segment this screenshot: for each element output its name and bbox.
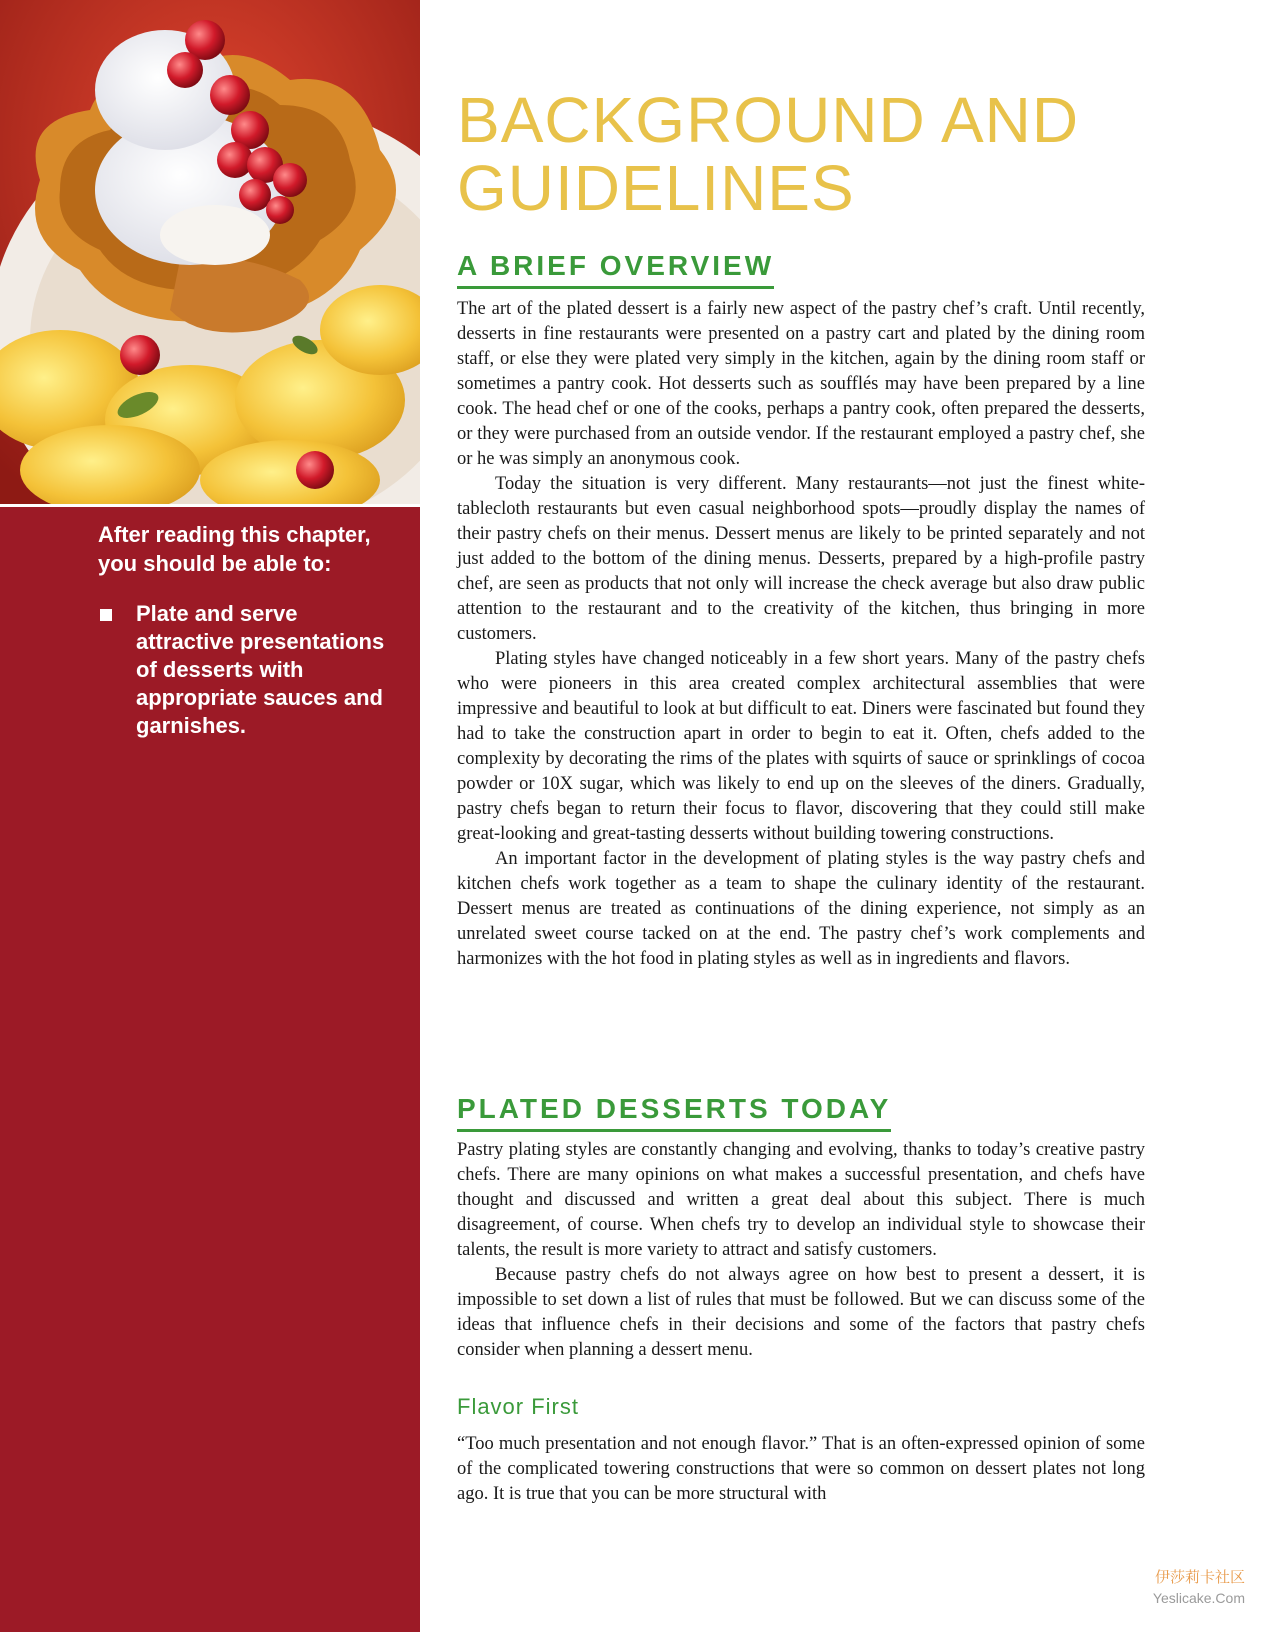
chapter-title: BACKGROUND AND GUIDELINES	[457, 84, 1080, 224]
flavor-first-body	[457, 1432, 1145, 1507]
paragraph: An important factor in the development of plating styles is the way pastry chefs and kitchen chefs work together as a team to shape the culinary identity of the restaurant. Dessert menus are treated as continuations of the dining experience, not simply as an unrelated sweet course tacked on at the end. The pastry chef’s work complements and harmonizes with the hot food in plating styles as well as in ingredients and flavors.	[457, 849, 1145, 969]
paragraph: The art of the plated dessert is a fairly new aspect of the pastry chef’s craft. Until recently, desserts in fine restaurants were presented on a pastry cart and plated by the dining room staff, or else they were plated very simply in the kitchen, again by the dining room staff or sometimes a pantry cook. Hot desserts such as soufflés may have been prepared by a line cook. The head chef or one of the cooks, perhaps a pantry cook, often prepared the desserts, or they were purchased from an outside vendor. If the restaurant employed a pastry chef, she or he was simply an anonymous cook.	[457, 299, 1145, 469]
objective-item	[98, 600, 398, 740]
paragraph: Plating styles have changed noticeably in a few short years. Many of the pastry chefs who were pioneers in this area created complex architectural assemblies that were impressive and beautiful to look at but difficult to eat. Diners were fascinated but found they had to take the construction apart in order to begin to eat it. Often, chefs added to the complexity by decorating the rims of the plates with squirts of sauce or sprinklings of cocoa powder or 10X sugar, which was likely to end up on the sleeves of the diners. Gradually, pastry chefs began to return their focus to flavor, discovering that they could still make great-looking and great-tasting desserts without building towering constructions.	[457, 649, 1145, 844]
watermark-en: Yeslicake.Com	[1152, 1590, 1245, 1606]
dessert-photo	[0, 0, 420, 504]
watermark-cn: 伊莎莉卡社区	[1154, 1569, 1245, 1586]
plated-desserts-body	[457, 1138, 1145, 1363]
chapter-objectives	[98, 520, 398, 740]
paragraph: “Too much presentation and not enough flavor.” That is an often-expressed opinion of some of the complicated towering constructions that were so common on dessert plates not long ago. It is true that you can be more structural with	[457, 1434, 1145, 1504]
sidebar	[0, 0, 420, 1632]
objectives-intro: After reading this chapter, you should be able to:	[98, 522, 371, 576]
watermark	[1153, 1568, 1245, 1608]
section-heading-plated-desserts-today: PLATED DESSERTS TODAY	[457, 1093, 891, 1132]
section-heading-brief-overview: A BRIEF OVERVIEW	[457, 250, 774, 289]
paragraph: Today the situation is very different. Many restaurants—not just the finest white-tablecloth restaurants but even casual neighborhood spots—proudly display the names of their pastry chefs on their menus. Dessert menus are likely to be printed separately and not just added to the bottom of the dining menus. Desserts, prepared by a high-profile pastry chef, are seen as products that not only will increase the check average but also draw public attention to the restaurant and to the creativity of the kitchen, thus bringing in more customers.	[457, 474, 1145, 644]
subsection-heading-flavor-first: Flavor First	[457, 1394, 579, 1419]
square-bullet-icon	[100, 609, 112, 621]
objective-text: Plate and serve attractive presentations of desserts with appropriate sauces and garnishes.	[136, 601, 385, 738]
brief-overview-body	[457, 297, 1145, 972]
photo-divider	[0, 504, 420, 507]
objectives-list	[98, 600, 398, 740]
paragraph: Pastry plating styles are constantly changing and evolving, thanks to today’s creative pastry chefs. There are many opinions on what makes a successful presentation, and chefs have thought and discussed and written a great deal about this subject. There is much disagreement, of course. When chefs try to develop an individual style to showcase their talents, the result is more variety to attract and satisfy customers.	[457, 1140, 1145, 1260]
paragraph: Because pastry chefs do not always agree on how best to present a dessert, it is impossible to set down a list of rules that must be followed. But we can discuss some of the ideas that influence chefs in their decisions and some of the factors that pastry chefs consider when planning a dessert menu.	[457, 1265, 1145, 1360]
